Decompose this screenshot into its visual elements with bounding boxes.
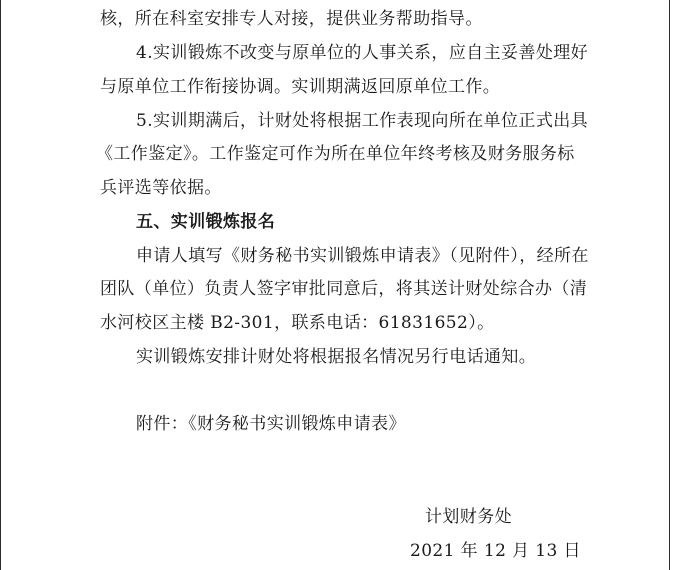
- paragraph-line: 核，所在科室安排专人对接，提供业务帮助指导。: [100, 9, 483, 29]
- paragraph-line: 团队（单位）负责人签字审批同意后，将其送计财处综合办（清: [100, 279, 588, 299]
- paragraph-line: 兵评选等依据。: [100, 178, 222, 198]
- page-right-border: [669, 0, 670, 570]
- page-left-border: [0, 0, 1, 570]
- section-heading: 五、实训锻炼报名: [136, 212, 276, 232]
- signature: 计划财务处: [425, 507, 512, 527]
- paragraph-line: 《工作鉴定》。工作鉴定可作为所在单位年终考核及财务服务标: [96, 144, 575, 164]
- paragraph-line: 5.实训期满后，计财处将根据工作表现向所在单位正式出具: [136, 111, 589, 131]
- paragraph-line: 4.实训锻炼不改变与原单位的人事关系，应自主妥善处理好: [136, 43, 589, 63]
- paragraph-line: 申请人填写《财务秘书实训锻炼申请表》（见附件），经所在: [136, 246, 589, 266]
- date: 2021 年 12 月 13 日: [410, 541, 581, 561]
- paragraph-line: 水河校区主楼 B2-301，联系电话：61831652）。: [100, 313, 495, 333]
- notice-line: 实训锻炼安排计财处将根据报名情况另行电话通知。: [136, 347, 537, 367]
- attachment-line: 附件：《财务秘书实训锻炼申请表》: [136, 414, 406, 434]
- paragraph-line: 与原单位工作衔接协调。实训期满返回原单位工作。: [100, 77, 501, 97]
